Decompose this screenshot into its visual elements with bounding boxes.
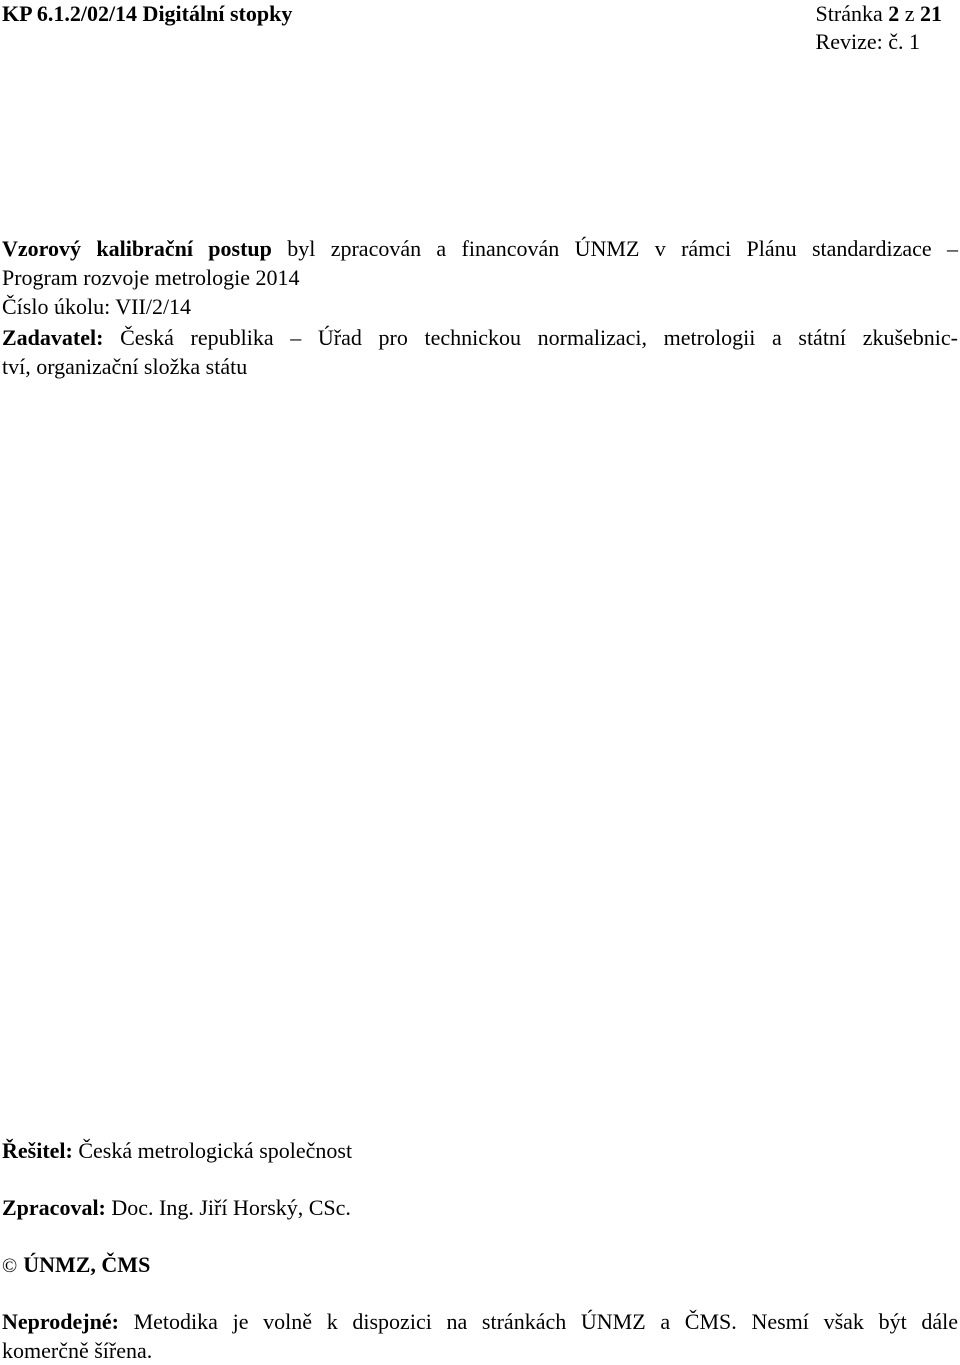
document-title: KP 6.1.2/02/14 Digitální stopky	[2, 1, 293, 26]
copyright-text: ÚNMZ, ČMS	[23, 1252, 151, 1277]
intro-bold-lead: Vzorový kalibrační postup	[2, 236, 272, 261]
copyright-paragraph	[2, 1250, 958, 1281]
intro-line-3: Číslo úkolu: VII/2/14	[2, 294, 192, 319]
page-prefix: Stránka	[815, 1, 883, 26]
page-current: 2	[888, 1, 900, 26]
zadavatel-line-2: tví, organizační složka státu	[2, 354, 248, 379]
zadavatel-label: Zadavatel:	[2, 325, 104, 350]
intro-line-1-rest: byl zpracován a financován ÚNMZ v rámci Plánu standardizace –	[287, 236, 959, 261]
page-number	[816, 1, 942, 29]
page-sep: z	[904, 1, 915, 26]
resitel-label: Řešitel:	[2, 1138, 73, 1163]
zadavatel-line-1-rest: Česká republika – Úřad pro technickou normalizaci, metrologii a státní zkušebnic-	[120, 325, 958, 350]
neprodejne-paragraph	[2, 1307, 958, 1365]
zadavatel-paragraph	[2, 323, 958, 381]
revision-number: 1	[909, 29, 920, 54]
copyright-icon: ©	[2, 1255, 18, 1277]
zpracoval-paragraph	[2, 1193, 958, 1222]
resitel-value: Česká metrologická společnost	[78, 1138, 353, 1163]
zpracoval-value: Doc. Ing. Jiří Horský, CSc.	[111, 1195, 351, 1220]
intro-paragraph	[2, 234, 958, 321]
copyright-line	[2, 1250, 958, 1281]
resitel-paragraph	[2, 1136, 958, 1165]
neprodejne-label: Neprodejné:	[2, 1309, 119, 1334]
revision-prefix: Revize: č.	[815, 29, 904, 54]
page-info	[816, 1, 942, 57]
zpracoval-line	[2, 1193, 958, 1222]
intro-line-2: Program rozvoje metrologie 2014	[2, 265, 300, 290]
neprodejne-line-1-rest: Metodika je volně k dispozici na stránkách ÚNMZ a ČMS. Nesmí však být dále	[133, 1309, 959, 1334]
resitel-line	[2, 1136, 958, 1165]
intro-line-1	[2, 234, 958, 263]
page-total: 21	[920, 1, 942, 26]
neprodejne-line-2: komerčně šířena.	[2, 1338, 153, 1363]
revision	[816, 29, 942, 57]
zpracoval-label: Zpracoval:	[2, 1195, 106, 1220]
zadavatel-line-1	[2, 323, 958, 352]
neprodejne-line-1	[2, 1307, 958, 1336]
